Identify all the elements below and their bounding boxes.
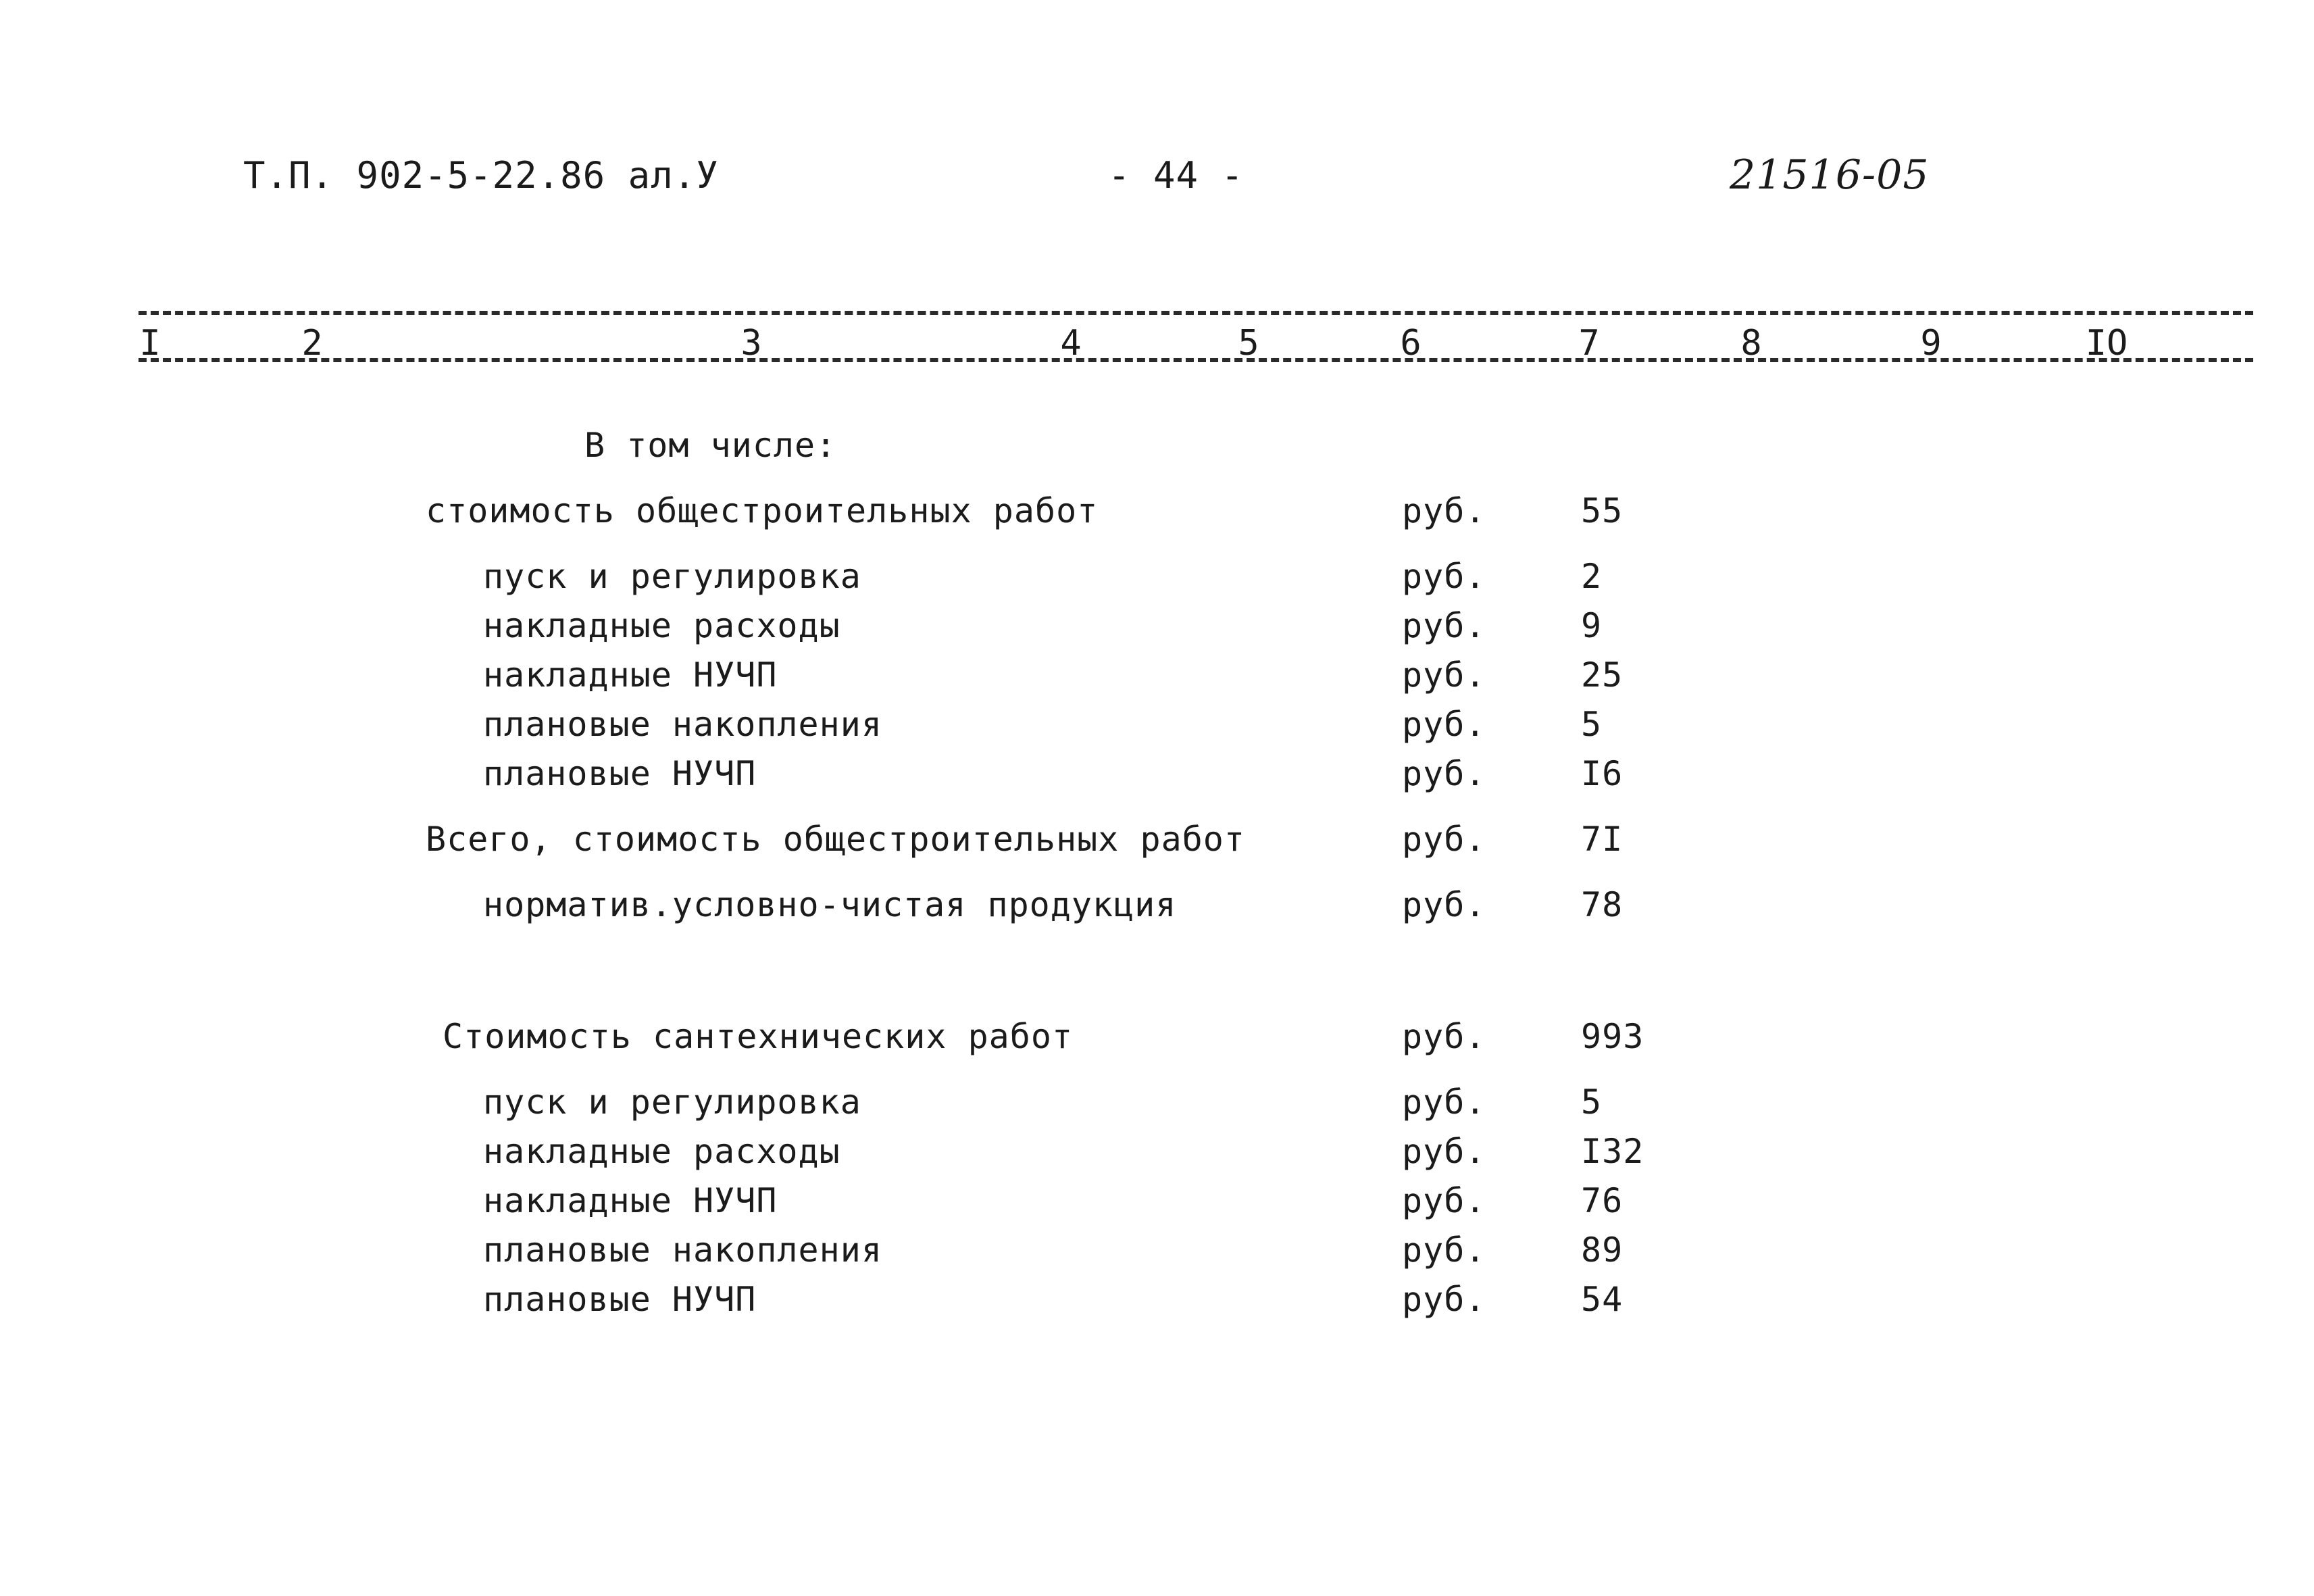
row-unit: руб. xyxy=(1402,885,1486,924)
row-label: плановые накопления xyxy=(483,705,882,744)
row-unit: руб. xyxy=(1402,557,1486,596)
row-unit: руб. xyxy=(1402,705,1486,744)
row-unit: руб. xyxy=(1402,1280,1486,1319)
row-label: плановые НУЧП xyxy=(483,1280,757,1319)
document-reference: Т.П. 902-5-22.86 ал.У xyxy=(243,154,719,197)
row-label: плановые НУЧП xyxy=(483,754,757,793)
row-label: норматив.условно-чистая продукция xyxy=(483,885,1177,924)
row-unit: руб. xyxy=(1402,655,1486,695)
row-unit: руб. xyxy=(1402,820,1486,859)
row-value: 54 xyxy=(1581,1280,1624,1319)
row-unit: руб. xyxy=(1402,1132,1486,1171)
column-number-1: I xyxy=(136,323,163,364)
row-unit: руб. xyxy=(1402,1181,1486,1220)
row-unit: руб. xyxy=(1402,606,1486,645)
column-number-3: 3 xyxy=(738,323,764,364)
row-label: накладные расходы xyxy=(483,606,840,645)
column-number-4: 4 xyxy=(1057,323,1084,364)
row-unit: руб. xyxy=(1402,1017,1486,1056)
row-value: 25 xyxy=(1581,655,1624,695)
row-value: 89 xyxy=(1581,1230,1624,1270)
row-value: 2 xyxy=(1581,557,1603,596)
row-label: накладные НУЧП xyxy=(483,1181,778,1220)
column-number-7: 7 xyxy=(1576,323,1602,364)
row-label: стоимость общестроительных работ xyxy=(426,491,1099,530)
page-number: - 44 - xyxy=(1108,154,1244,197)
row-value: 5 xyxy=(1581,705,1603,744)
row-unit: руб. xyxy=(1402,1082,1486,1122)
row-label: Всего, стоимость общестроительных работ xyxy=(426,820,1245,859)
row-value: 78 xyxy=(1581,885,1624,924)
row-value: 7I xyxy=(1581,820,1624,859)
row-unit: руб. xyxy=(1402,754,1486,793)
row-label: плановые накопления xyxy=(483,1230,882,1270)
row-value: I6 xyxy=(1581,754,1624,793)
document-code: 21516-05 xyxy=(1730,151,1930,199)
row-value: 55 xyxy=(1581,491,1624,530)
column-number-10: IO xyxy=(2083,323,2131,364)
column-header-bottom-rule xyxy=(139,358,2253,362)
row-value: 5 xyxy=(1581,1082,1603,1122)
row-label: накладные расходы xyxy=(483,1132,840,1171)
row-value: 993 xyxy=(1581,1017,1644,1056)
column-number-5: 5 xyxy=(1235,323,1261,364)
column-number-6: 6 xyxy=(1397,323,1424,364)
row-label: пуск и регулировка xyxy=(483,557,861,596)
row-unit: руб. xyxy=(1402,491,1486,530)
column-number-9: 9 xyxy=(1917,323,1944,364)
row-label: Стоимость сантехнических работ xyxy=(443,1017,1074,1056)
row-value: 76 xyxy=(1581,1181,1624,1220)
column-header-top-rule xyxy=(139,311,2253,315)
section-intro: В том числе: xyxy=(584,426,837,465)
row-label: пуск и регулировка xyxy=(483,1082,861,1122)
row-value: I32 xyxy=(1581,1132,1644,1171)
column-number-2: 2 xyxy=(299,323,325,364)
row-unit: руб. xyxy=(1402,1230,1486,1270)
row-label: накладные НУЧП xyxy=(483,655,778,695)
column-number-8: 8 xyxy=(1738,323,1764,364)
row-value: 9 xyxy=(1581,606,1603,645)
